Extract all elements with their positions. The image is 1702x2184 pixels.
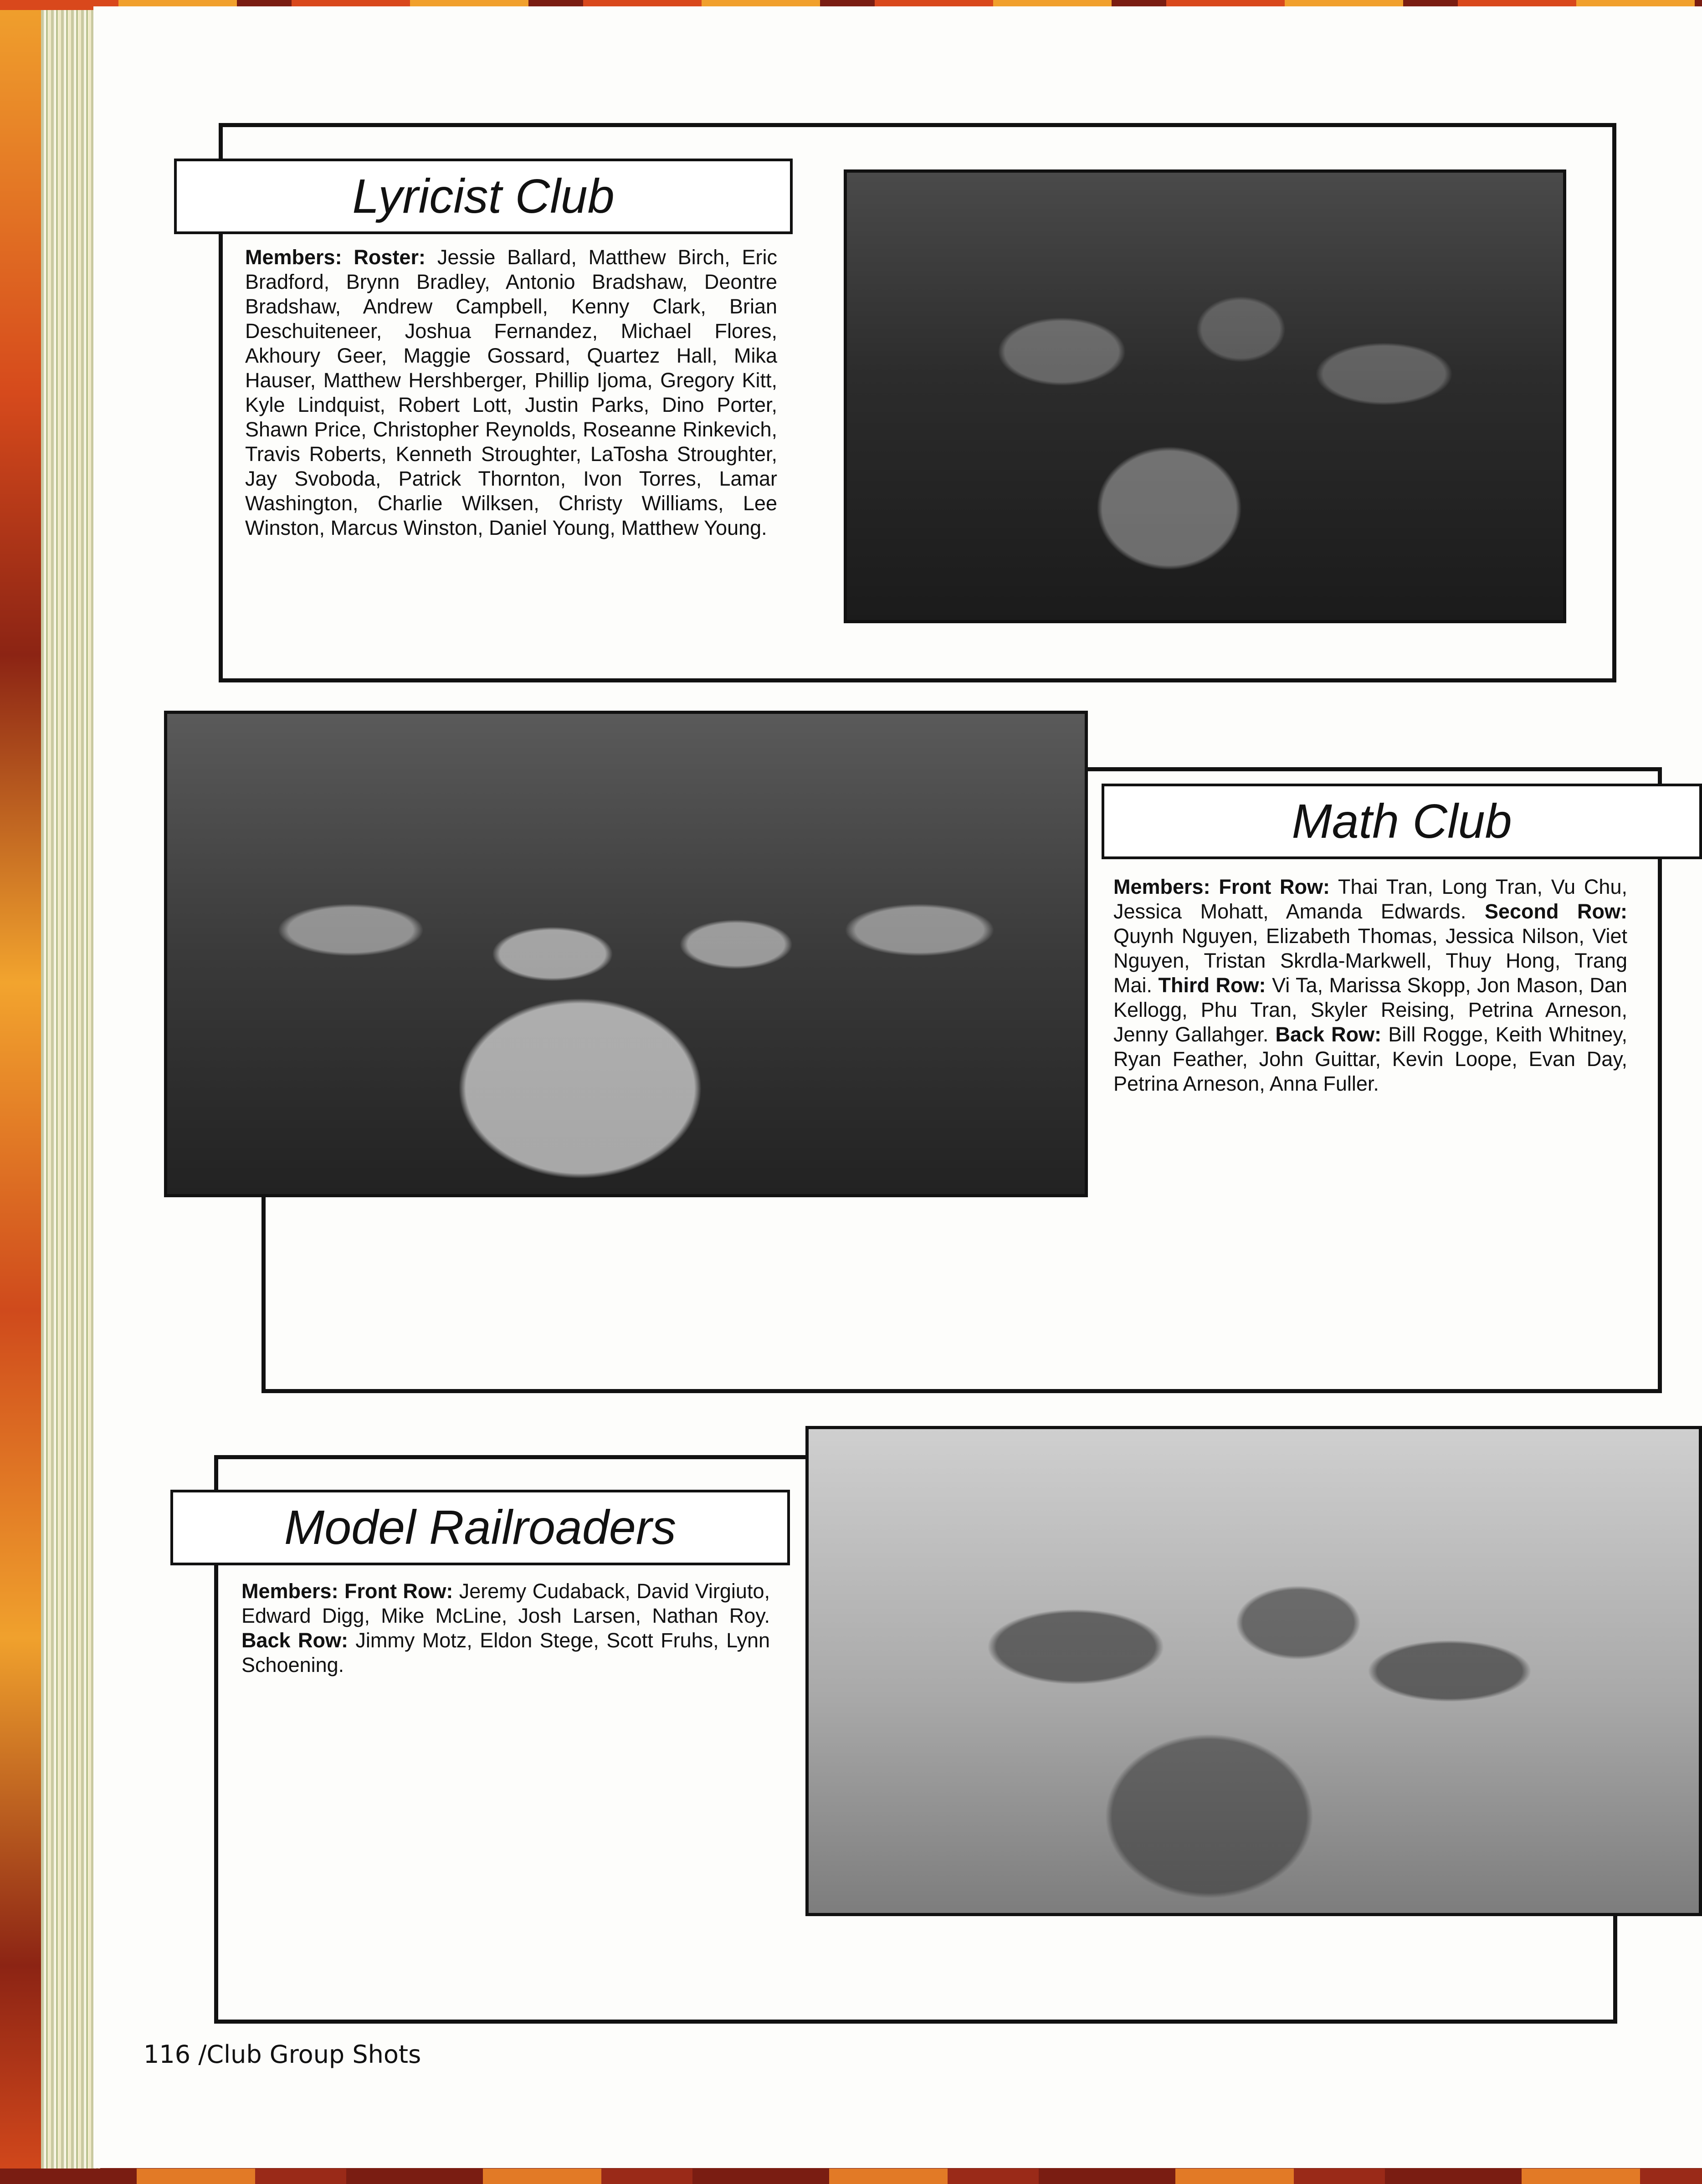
math-front-names: Thai Tran, Long Tran, Vu Chu, Jessica Mohatt, Amanda Edwards. — [1113, 875, 1627, 923]
lyricist-title-box — [174, 159, 793, 234]
cover-edge-bottom — [0, 2169, 1702, 2184]
lyricist-group-photo — [844, 169, 1566, 623]
math-third-label: Third Row: — [1158, 974, 1266, 997]
railroaders-members — [241, 1579, 770, 1677]
math-third-names: Vi Ta, Marissa Skopp, Jon Mason, Dan Kellogg, Phu Tran, Skyler Reising, Petrina Arneson, Jenny Gallahger. — [1113, 974, 1627, 1046]
math-second-names: Quynh Nguyen, Elizabeth Thomas, Jessica Nilson, Viet Nguyen, Tristan Skrdla-Markwell, Thuy Hong, Trang Mai. — [1113, 924, 1627, 997]
lyricist-members-label: Members: Roster: — [245, 246, 426, 269]
math-title-box — [1102, 784, 1702, 859]
math-back-label: Back Row: — [1275, 1023, 1382, 1046]
math-front-label: Members: Front Row: — [1113, 875, 1330, 898]
math-second-label: Second Row: — [1484, 900, 1627, 923]
yearbook-spine — [0, 0, 41, 2184]
math-title: Math Club — [1292, 794, 1512, 848]
page-edges — [41, 0, 100, 2184]
math-group-photo — [164, 711, 1088, 1197]
railroaders-back-label: Back Row: — [241, 1629, 348, 1652]
railroaders-front-label: Members: Front Row: — [241, 1579, 453, 1603]
lyricist-members — [245, 245, 777, 540]
lyricist-members-names: Jessie Ballard, Matthew Birch, Eric Bradford, Brynn Bradley, Antonio Bradshaw, Deontre Bradshaw, Andrew Campbell, Kenny Clark, Brian Deschuiteneer, Joshua Fernandez, Michael Flores, Akhoury Geer, Maggie Gossard, Quartez Hall, Mika Hauser, Matthew Hershberger, Phillip Ijoma, Gregory Kitt, Kyle Lindquist, Robert Lott, Justin Parks, Dino Porter, Shawn Price, Christopher Reynolds, Roseanne Rinkevich, Travis Roberts, Kenneth Stroughter, LaTosha Stroughter, Jay Svoboda, Patrick Thornton, Ivon Torres, Lamar Washington, Charlie Wilksen, Christy Williams, Lee Winston, Marcus Winston, Daniel Young, Matthew Young. — [245, 246, 777, 539]
railroaders-title-box — [170, 1490, 790, 1565]
railroaders-title: Model Railroaders — [284, 1500, 677, 1554]
railroaders-front-names: Jeremy Cudaback, David Virgiuto, Edward Digg, Mike McLine, Josh Larsen, Nathan Roy. — [241, 1579, 770, 1627]
math-back-names: Bill Rogge, Keith Whitney, Ryan Feather, John Guittar, Kevin Loope, Evan Day, Petrina Arneson, Anna Fuller. — [1113, 1023, 1627, 1095]
math-members — [1113, 875, 1627, 1096]
lyricist-title: Lyricist Club — [352, 169, 615, 223]
railroaders-back-names: Jimmy Motz, Eldon Stege, Scott Fruhs, Lynn Schoening. — [241, 1629, 770, 1676]
railroaders-group-photo — [805, 1426, 1702, 1916]
page-folio: 116 /Club Group Shots — [144, 2040, 421, 2069]
